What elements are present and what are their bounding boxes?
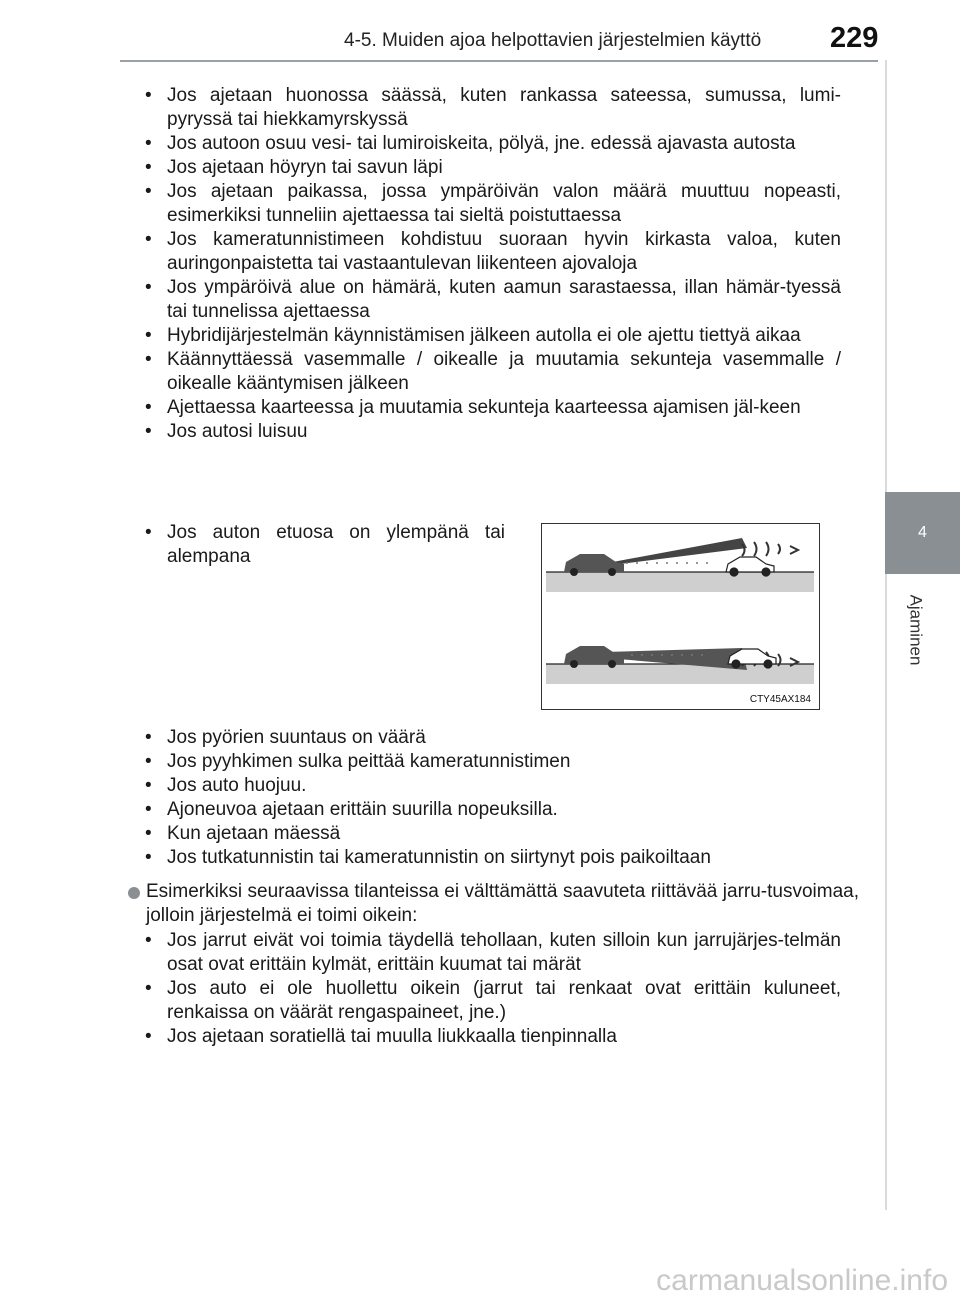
list-item: • Jos ajetaan paikassa, jossa ympäröivän valon määrä muuttuu nopeasti, esimerkiksi tunneliin ajettaessa tai sieltä poistuttaessa bbox=[145, 180, 841, 228]
condition-list-1 bbox=[145, 84, 841, 444]
list-item: • Jos pyörien suuntaus on väärä bbox=[145, 726, 841, 750]
dots-top bbox=[626, 562, 708, 564]
condition-list-3 bbox=[145, 726, 841, 870]
list-item: • Jos autosi luisuu bbox=[145, 420, 841, 444]
road-top bbox=[546, 572, 814, 592]
page-number: 229 bbox=[830, 22, 879, 54]
list-item: • Jos auto ei ole huollettu oikein (jarrut tai renkaat ovat erittäin kuluneet, renkaissa on väärät rengaspaineet, jne.) bbox=[145, 977, 841, 1025]
list-item: • Jos ajetaan huonossa säässä, kuten rankassa sateessa, sumussa, lumi-pyryssä tai hiekkamyrskyssä bbox=[145, 84, 841, 132]
list-item: • Kun ajetaan mäessä bbox=[145, 822, 841, 846]
list-item: • Jos autoon osuu vesi- tai lumiroiskeita, pölyä, jne. edessä ajavasta autosta bbox=[145, 132, 841, 156]
chapter-number: 4 bbox=[918, 524, 927, 541]
chapter-label-box bbox=[860, 580, 960, 680]
figure-code: CTY45AX184 bbox=[749, 694, 811, 705]
road-bottom bbox=[546, 664, 814, 684]
list-item: • Jos pyyhkimen sulka peittää kameratunnistimen bbox=[145, 750, 841, 774]
list-item: • Jos auto huojuu. bbox=[145, 774, 841, 798]
list-item: • Jos kameratunnistimeen kohdistuu suoraan hyvin kirkasta valoa, kuten auringonpaistetta tai vastaantulevan liikenteen ajovaloja bbox=[145, 228, 841, 276]
list-item: • Ajoneuvoa ajetaan erittäin suurilla nopeuksilla. bbox=[145, 798, 841, 822]
list-item: • Ajettaessa kaarteessa ja muutamia sekunteja kaarteessa ajamisen jäl-keen bbox=[145, 396, 841, 420]
vehicle-pitch-drawing bbox=[542, 524, 818, 708]
list-item: • Jos tutkatunnistin tai kameratunnistin on siirtynyt pois paikoiltaan bbox=[145, 846, 841, 870]
condition-list-2 bbox=[145, 521, 505, 569]
chapter-label: Ajaminen bbox=[906, 594, 925, 666]
section-title: 4-5. Muiden ajoa helpottavien järjestelmien käyttö bbox=[344, 30, 762, 51]
list-item: • Jos auton etuosa on ylempänä tai alempana bbox=[145, 521, 505, 569]
header-divider bbox=[120, 60, 878, 62]
beam-chevrons-top bbox=[742, 542, 798, 556]
chapter-tab[interactable] bbox=[885, 492, 960, 574]
list-item: • Jos ympäröivä alue on hämärä, kuten aamun sarastaessa, illan hämär-tyessä tai tunnelissa ajettaessa bbox=[145, 276, 841, 324]
watermark: carmanualsonline.info bbox=[656, 1264, 948, 1297]
note-text: Esimerkiksi seuraavissa tilanteissa ei välttämättä saavuteta riittävää jarru-tusvoimaa, jolloin järjestelmä ei toimi oikein: bbox=[146, 881, 859, 926]
list-item: • Jos ajetaan höyryn tai savun läpi bbox=[145, 156, 841, 180]
condition-list-4 bbox=[145, 929, 841, 1049]
list-item: • Käännyttäessä vasemmalle / oikealle ja muutamia sekunteja vasemmalle / oikealle kääntymisen jälkeen bbox=[145, 348, 841, 396]
illustration-vehicle-pitch bbox=[541, 523, 820, 710]
list-item: • Jos jarrut eivät voi toimia täydellä tehollaan, kuten silloin kun jarrujärjes-telmän osat ovat erittäin kylmät, erittäin kuumat tai märät bbox=[145, 929, 841, 977]
beam-waves-top bbox=[602, 538, 747, 566]
list-item: • Hybridijärjestelmän käynnistämisen jälkeen autolla ei ole ajettu tiettyä aikaa bbox=[145, 324, 841, 348]
list-item: • Jos ajetaan soratiellä tai muulla liukkaalla tienpinnalla bbox=[145, 1025, 841, 1049]
